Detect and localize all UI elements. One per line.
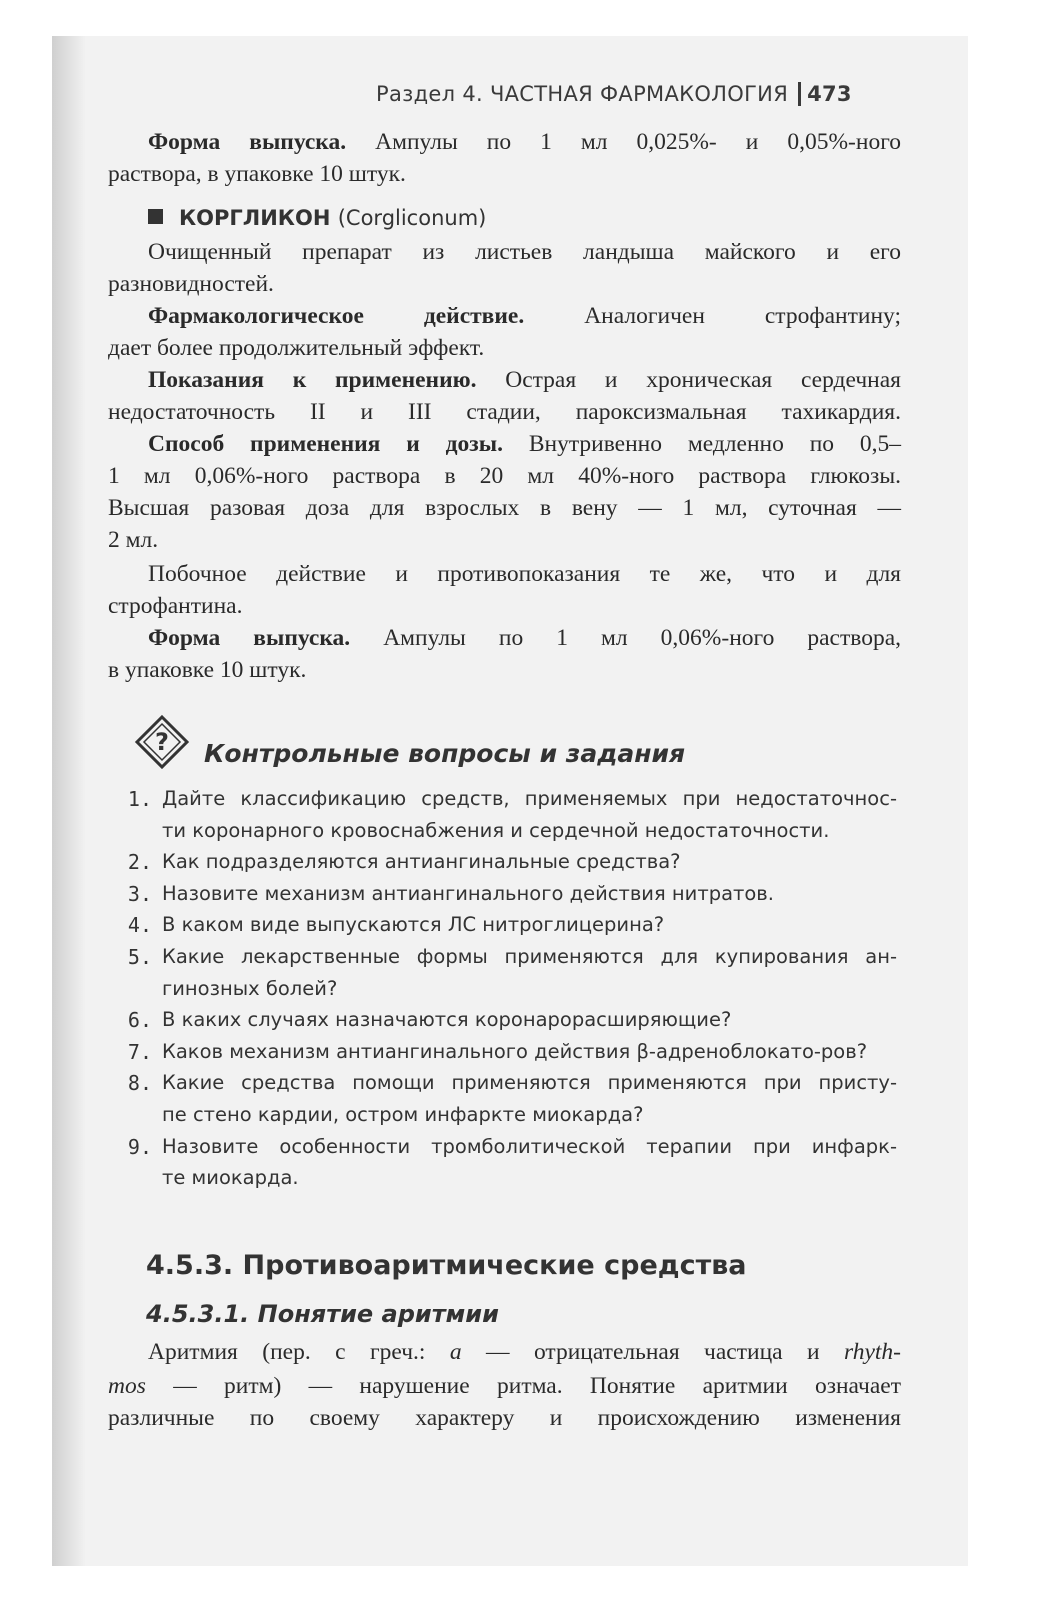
arrhythmia-line-2: mos — ритм) — нарушение ритма. Понятие аритмии означает <box>108 1373 901 1399</box>
arrhythmia-line-1: Аритмия (пер. с греч.: а — отрицательная частица и rhyth- <box>148 1339 902 1365</box>
question-number: 1. <box>127 787 152 811</box>
question-line: В каких случаях назначаются коронарорасширяющие? <box>162 1008 732 1032</box>
question-line: Какие лекарственные формы применяются для купирования ан- <box>162 945 897 968</box>
question-number: 8. <box>127 1071 152 1096</box>
desc-line-1: Очищенный препарат из листьев ландыша майского и его <box>148 239 901 265</box>
question-line: В каком виде выпускаются ЛС нитроглицерина? <box>162 913 665 937</box>
indications-line-2: недостаточность II и III стадии, пароксизмальная тахикардия. <box>108 399 901 425</box>
form2-line-2: в упаковке 10 штук. <box>108 657 307 683</box>
indications-line-1: Показания к применению. Острая и хроническая сердечная <box>148 367 901 393</box>
section-title: 4.5.3. Противоаритмические средства <box>146 1250 747 1281</box>
question-number: 9. <box>127 1134 152 1159</box>
question-line: Назовите особенности тромболитической терапии при инфарк- <box>162 1134 897 1158</box>
question-line: гинозных болей? <box>162 976 338 1000</box>
dosage-label: Способ применения и дозы. <box>148 431 503 457</box>
dosage-line-4: 2 мл. <box>108 527 159 553</box>
drug-name: КОРГЛИКОН <box>179 206 331 230</box>
pharm-label: Фармакологическое действие. <box>148 303 525 329</box>
question-line: Какие средства помощи применяются применяются при присту- <box>162 1071 897 1095</box>
dosage-line-1: Способ применения и дозы. Внутривенно медленно по 0,5– <box>148 431 902 457</box>
question-line: Дайте классификацию средств, применяемых при недостаточнос- <box>162 787 897 810</box>
indications-label: Показания к применению. <box>148 367 477 393</box>
dosage-line-2: 1 мл 0,06%-ного раствора в 20 мл 40%-ного раствора глюкозы. <box>108 463 901 489</box>
question-diamond-icon <box>134 714 190 770</box>
form2-label: Форма выпуска. <box>148 625 351 651</box>
svg-text:?: ? <box>155 728 169 756</box>
dosage-line-3: Высшая разовая доза для взрослых в вену — 1 мл, суточная — <box>108 495 901 521</box>
question-number: 4. <box>127 913 152 938</box>
question-line: Как подразделяются антиангинальные средства? <box>162 850 681 874</box>
question-line: ти коронарного кровоснабжения и сердечной недостаточности. <box>162 818 830 842</box>
question-line: Каков механизм антиангинального действия β-адреноблокато-ров? <box>162 1039 868 1063</box>
question-line: пе стено кардии, остром инфаркте миокарда? <box>162 1103 644 1126</box>
question-number: 6. <box>127 1008 152 1033</box>
form-label: Форма выпуска. <box>148 129 347 155</box>
question-number: 3. <box>127 881 152 906</box>
page-number: 473 <box>798 82 852 106</box>
form2-line-1: Форма выпуска. Ампулы по 1 мл 0,06%-ного раствора, <box>148 625 902 651</box>
drug-heading <box>148 202 486 234</box>
drug-latin: (Corgliconum) <box>337 206 487 230</box>
form-line-2: раствора, в упаковке 10 штук. <box>108 161 406 187</box>
question-number: 5. <box>127 945 152 969</box>
question-line: Назовите механизм антиангинального действия нитратов. <box>162 881 775 905</box>
pharm-line-2: дает более продолжительный эффект. <box>108 335 485 361</box>
desc-line-2: разновидностей. <box>108 271 274 297</box>
question-line: те миокарда. <box>162 1166 299 1190</box>
pharm-line-1: Фармакологическое действие. Аналогичен строфантину; <box>148 303 901 329</box>
form-line-1: Форма выпуска. Ампулы по 1 мл 0,025%- и 0,05%-ного <box>148 129 902 155</box>
page-binding-shadow <box>52 36 86 1566</box>
subsection-title: 4.5.3.1. Понятие аритмии <box>146 1300 499 1328</box>
square-bullet-icon <box>148 209 163 224</box>
side-line-1: Побочное действие и противопоказания те же, что и для <box>148 561 901 587</box>
arrhythmia-line-3: различные по своему характеру и происхождению изменения <box>108 1405 901 1431</box>
question-number: 7. <box>127 1039 152 1064</box>
running-header <box>376 82 896 112</box>
question-number: 2. <box>127 850 152 875</box>
side-line-2: строфантина. <box>108 593 243 619</box>
header-title: Раздел 4. ЧАСТНАЯ ФАРМАКОЛОГИЯ <box>376 82 789 106</box>
questions-title: Контрольные вопросы и задания <box>204 739 686 768</box>
